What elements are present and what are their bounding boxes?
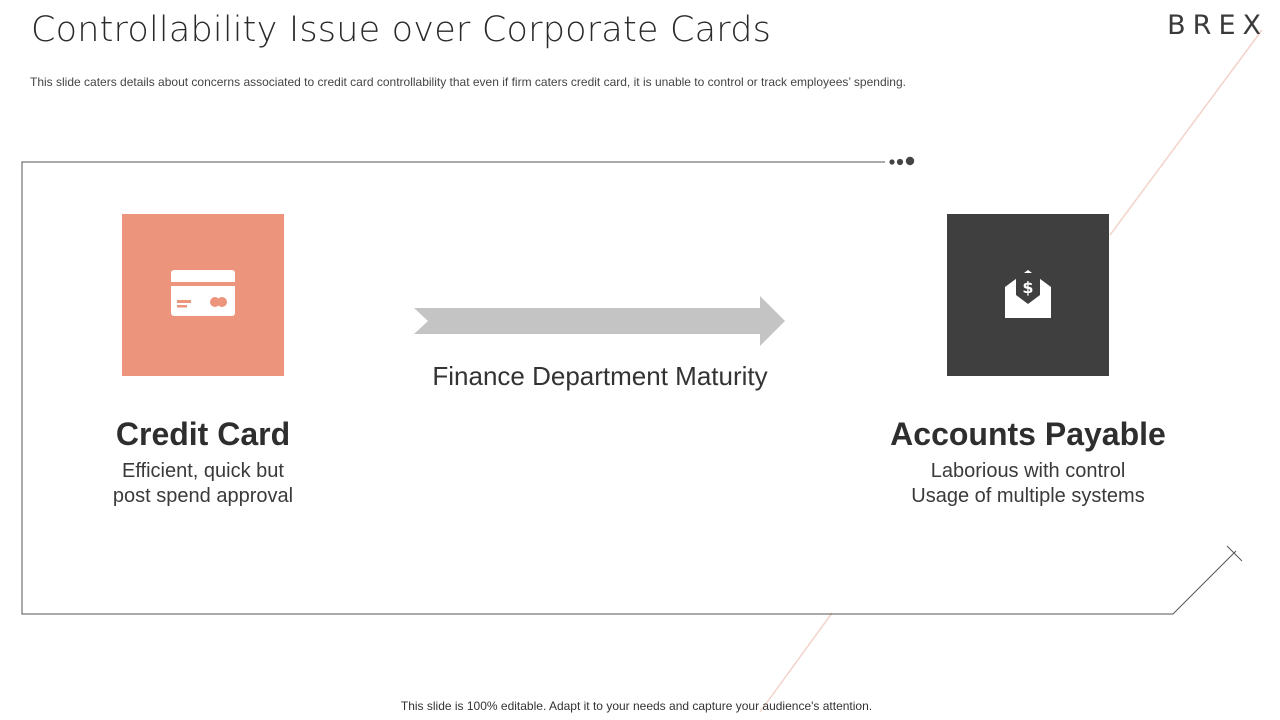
arrow-label: Finance Department Maturity — [432, 361, 768, 391]
credit-card-desc-line1: Efficient, quick but — [122, 460, 284, 482]
accounts-payable-desc-line2: Usage of multiple systems — [911, 485, 1145, 507]
accounts-payable-heading: Accounts Payable — [890, 416, 1166, 452]
frame-dot-3 — [906, 157, 914, 165]
footer-note: This slide is 100% editable. Adapt it to your needs and capture your audience's attention. — [400, 699, 873, 713]
frame-dot-2 — [897, 159, 903, 165]
diagonal-accent-line-top — [1110, 30, 1262, 235]
credit-card-heading: Credit Card — [115, 416, 291, 452]
page-title: Controllability Issue over Corporate Cards — [31, 10, 772, 50]
credit-card-desc-line2: post spend approval — [112, 485, 294, 507]
accounts-payable-tile — [947, 214, 1109, 376]
svg-text:$: $ — [1022, 277, 1034, 297]
frame-corner-tick — [1227, 546, 1242, 561]
credit-card-icon — [170, 269, 236, 322]
accounts-payable-desc-line1: Laborious with control — [930, 460, 1126, 482]
frame-dot-1 — [889, 159, 894, 164]
page-subtitle: This slide caters details about concerns associated to credit card controllability that even if firm caters credit card, it is unable to control or track employees’ spending. — [30, 75, 906, 89]
brex-logo: BREX — [1167, 10, 1268, 41]
credit-card-tile — [122, 214, 284, 376]
diagonal-accent-line-bottom — [760, 613, 832, 712]
envelope-dollar-icon — [1004, 267, 1052, 324]
maturity-arrow — [414, 296, 785, 346]
